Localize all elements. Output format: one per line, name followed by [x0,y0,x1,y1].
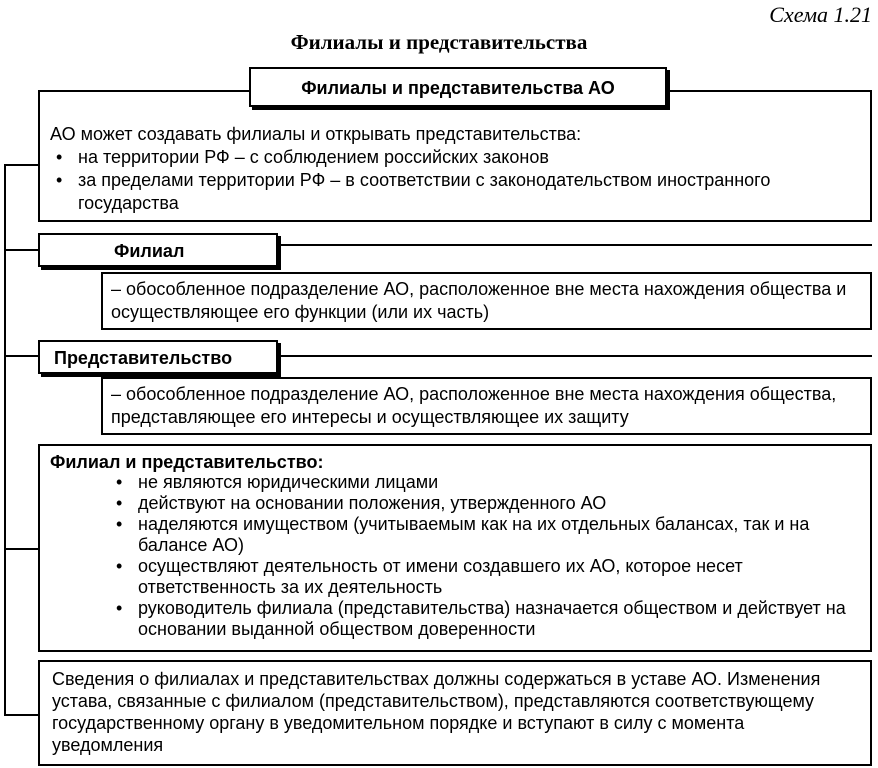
connector-representation [4,355,38,357]
branch-header-line [278,244,872,246]
connector-intro [4,164,38,166]
representation-label-box: Представительство [38,340,278,374]
intro-bullet: • на территории РФ – с соблюдением российских законов [78,146,860,169]
intro-box [38,90,872,222]
charter-note-box: Сведения о филиалах и представительствах должны содержаться в уставе АО. Изменения устава, связанные с филиалом (представительством), представляются соответствующему государственному органу в уведомительном порядке и вступают в силу с момента уведомления [38,660,872,766]
representation-header-line [278,355,872,357]
common-features-box [38,444,872,652]
connector-common [4,548,38,550]
intro-bullet: • за пределами территории РФ – в соответствии с законодательством иностранного государства [78,169,860,215]
common-feature-item: • наделяются имуществом (учитываемым как на их отдельных балансах, так и на балансе АО) [138,514,854,556]
common-feature-item: • действуют на основании положения, утвержденного АО [138,493,854,514]
left-connector-line [4,164,6,716]
common-features-header: Филиал и представительство: [50,452,324,472]
common-feature-item: • осуществляют деятельность от имени создавшего их АО, которое несет ответственность за их деятельность [138,556,854,598]
branch-definition-box: – обособленное подразделение АО, расположенное вне места нахождения общества и осуществляющее его функции (или их часть) [101,272,872,330]
common-feature-item: • не являются юридическими лицами [138,472,854,493]
connector-charter [4,714,38,716]
intro-bullet-list [50,146,860,215]
scheme-label: Схема 1.21 [769,2,872,27]
main-header-box: Филиалы и представительства АО [249,67,667,107]
branch-label-box: Филиал [38,233,278,267]
common-feature-item: • руководитель филиала (представительства) назначается обществом и действует на основании выданной обществом доверенности [138,598,854,640]
page-title: Филиалы и представительства [290,30,588,54]
intro-text: АО может создавать филиалы и открывать представительства: [50,124,582,144]
representation-definition-box: – обособленное подразделение АО, расположенное вне места нахождения общества, представляющее его интересы и осуществляющее их защиту [101,377,872,435]
connector-branch [4,249,38,251]
common-features-list [50,472,860,640]
